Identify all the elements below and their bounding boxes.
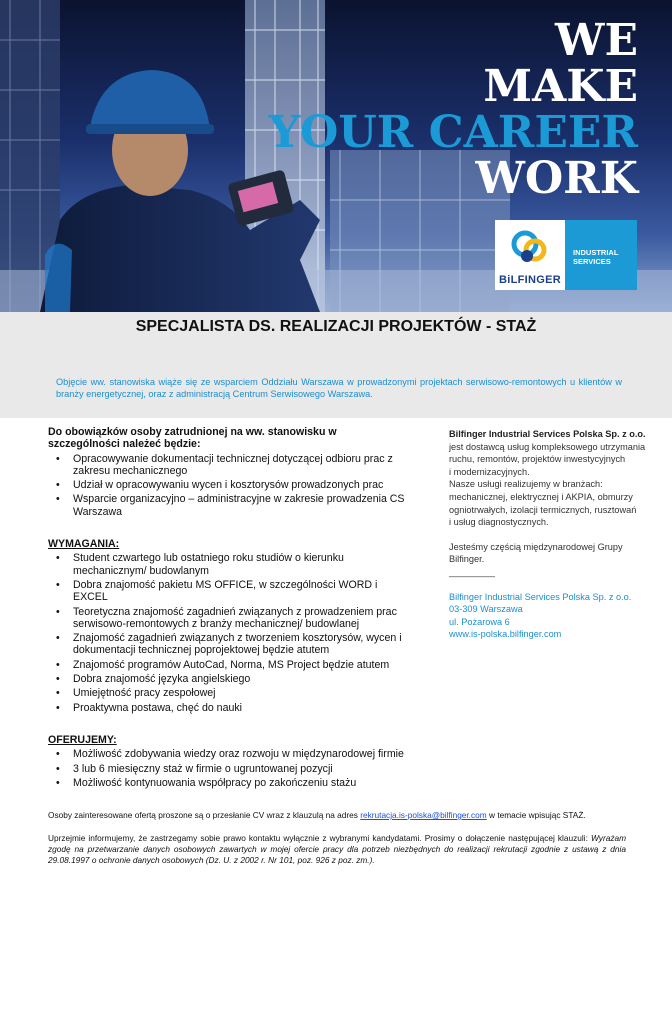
duties-heading: Do obowiązków osoby zatrudnionej na ww. stanowisku w szczególności należeć będzie: <box>48 426 337 451</box>
address-street: ul. Pożarowa 6 <box>449 616 510 627</box>
bilfinger-logo <box>495 220 565 290</box>
list-item: • Udział w opracowywaniu wycen i kosztorysów prowadzonych prac <box>48 479 408 491</box>
slogan-line-1: WE <box>555 15 638 66</box>
list-item: • Możliwość zdobywania wiedzy oraz rozwoju w międzynarodowej firmie <box>48 748 408 760</box>
division-label <box>565 220 637 290</box>
hero-banner <box>0 0 672 312</box>
company-desc-line: i modernizacyjnych. <box>449 466 530 477</box>
requirements-heading: WYMAGANIA: <box>48 538 120 551</box>
consent-clause <box>48 833 626 866</box>
list-item: • 3 lub 6 miesięczny staż w firmie o ugruntowanej pozycji <box>48 763 408 775</box>
duties-list <box>48 453 408 518</box>
main-column <box>48 426 408 791</box>
apply-text-after: w temacie wpisując STAŻ. <box>486 810 586 820</box>
offer-list <box>48 748 408 789</box>
company-desc-line: ruchu, remontów, projektów inwestycyjnych <box>449 454 626 465</box>
apply-note <box>48 810 626 821</box>
group-line: Jesteśmy częścią międzynarodowej Grupy <box>449 541 623 552</box>
website-link[interactable]: www.is-polska.bilfinger.com <box>449 629 562 640</box>
list-item: • Znajomość zagadnień związanych z tworzeniem kosztorysów, wycen i dokumentacji technicznej poprojektowej będzie atutem <box>48 632 408 657</box>
bilfinger-logo-icon <box>495 220 565 272</box>
list-item: • Możliwość kontynuowania współpracy po zakończeniu stażu <box>48 777 408 789</box>
clause-intro: Uprzejmie informujemy, że zastrzegamy sobie prawo kontaktu wyłącznie z wybranymi kandydatami. Prosimy o dołączenie następującej klauzuli: <box>48 833 591 843</box>
company-desc-line: Nasze usługi realizujemy w branżach: <box>449 479 603 490</box>
company-desc-line: i usług diagnostycznych. <box>449 517 549 528</box>
list-item: • Student czwartego lub ostatniego roku studiów o kierunku mechanicznym/ budowlanym <box>48 552 408 577</box>
list-item: • Dobra znajomość pakietu MS OFFICE, w szczególności WORD i EXCEL <box>48 579 408 604</box>
address-postal: 03-309 Warszawa <box>449 604 523 615</box>
slogan <box>268 15 638 204</box>
division-line-2: SERVICES <box>573 257 611 266</box>
company-name: Bilfinger Industrial Services Polska Sp. z o.o. <box>449 429 646 439</box>
slogan-line-4: WORK <box>475 153 638 204</box>
list-item: • Opracowywanie dokumentacji technicznej dotyczącej odbioru prac z zakresu mechanicznego <box>48 453 408 478</box>
slogan-line-3: YOUR CAREER <box>268 107 638 158</box>
logo-wordmark: BiLFINGER <box>499 274 561 286</box>
clause-consent: Wyrażam zgodę na przetwarzanie danych osobowych zawartych w mojej ofercie pracy dla potrzeb niezbędnych do realizacji rekrutacji zgodnie z ustawą z dnia 29.08.1997 o ochronie danych osobowych (Dz. U. z 2002 r. Nr 101, poz. 926 z poz. zm.). <box>48 833 626 865</box>
job-title: SPECJALISTA DS. REALIZACJI PROJEKTÓW - STAŻ <box>135 318 537 335</box>
apply-text-before: Osoby zainteresowane ofertą proszone są o przesłanie CV wraz z klauzulą na adres <box>48 810 361 820</box>
list-item: • Umiejętność pracy zespołowej <box>48 687 408 699</box>
list-item: • Proaktywna postawa, chęć do nauki <box>48 702 408 714</box>
intro-text: Objęcie ww. stanowiska wiąże się ze wsparciem Oddziału Warszawa w prowadzonymi projektach serwisowo-remontowych u klientów w branży energetycznej, oraz z administracją Centrum Serwisowego Warszawa. <box>56 377 622 399</box>
company-sidebar <box>449 428 649 641</box>
list-item: • Dobra znajomość języka angielskiego <box>48 673 408 685</box>
company-desc-line: jest dostawcą usług kompleksowego utrzymania <box>449 441 646 452</box>
bilfinger-brand-block <box>495 220 637 290</box>
email-link[interactable]: rekrutacja.is-polska@bilfinger.com <box>360 810 487 820</box>
requirements-list <box>48 552 408 714</box>
address-company: Bilfinger Industrial Services Polska Sp. z o.o. <box>449 591 632 602</box>
list-item: • Znajomość programów AutoCad, Norma, MS Project będzie atutem <box>48 659 408 671</box>
separator: _________ <box>449 566 495 577</box>
group-line: Bilfinger. <box>449 554 485 565</box>
division-line-1: INDUSTRIAL <box>573 248 619 257</box>
company-desc-line: mechanicznej, elektrycznej i AKPIA, obmurzy <box>449 491 633 502</box>
offer-heading: OFERUJEMY: <box>48 733 117 746</box>
list-item: • Wsparcie organizacyjno – administracyjne w zakresie prowadzenia CS Warszawa <box>48 493 408 518</box>
company-desc-line: ogniotrwałych, izolacji termicznych, rusztowań <box>449 504 637 515</box>
list-item: • Teoretyczna znajomość zagadnień związanych z prowadzeniem prac serwisowo-remontowych z branży mechanicznej/ budowlanej <box>48 606 408 631</box>
slogan-line-2: MAKE <box>483 61 638 112</box>
